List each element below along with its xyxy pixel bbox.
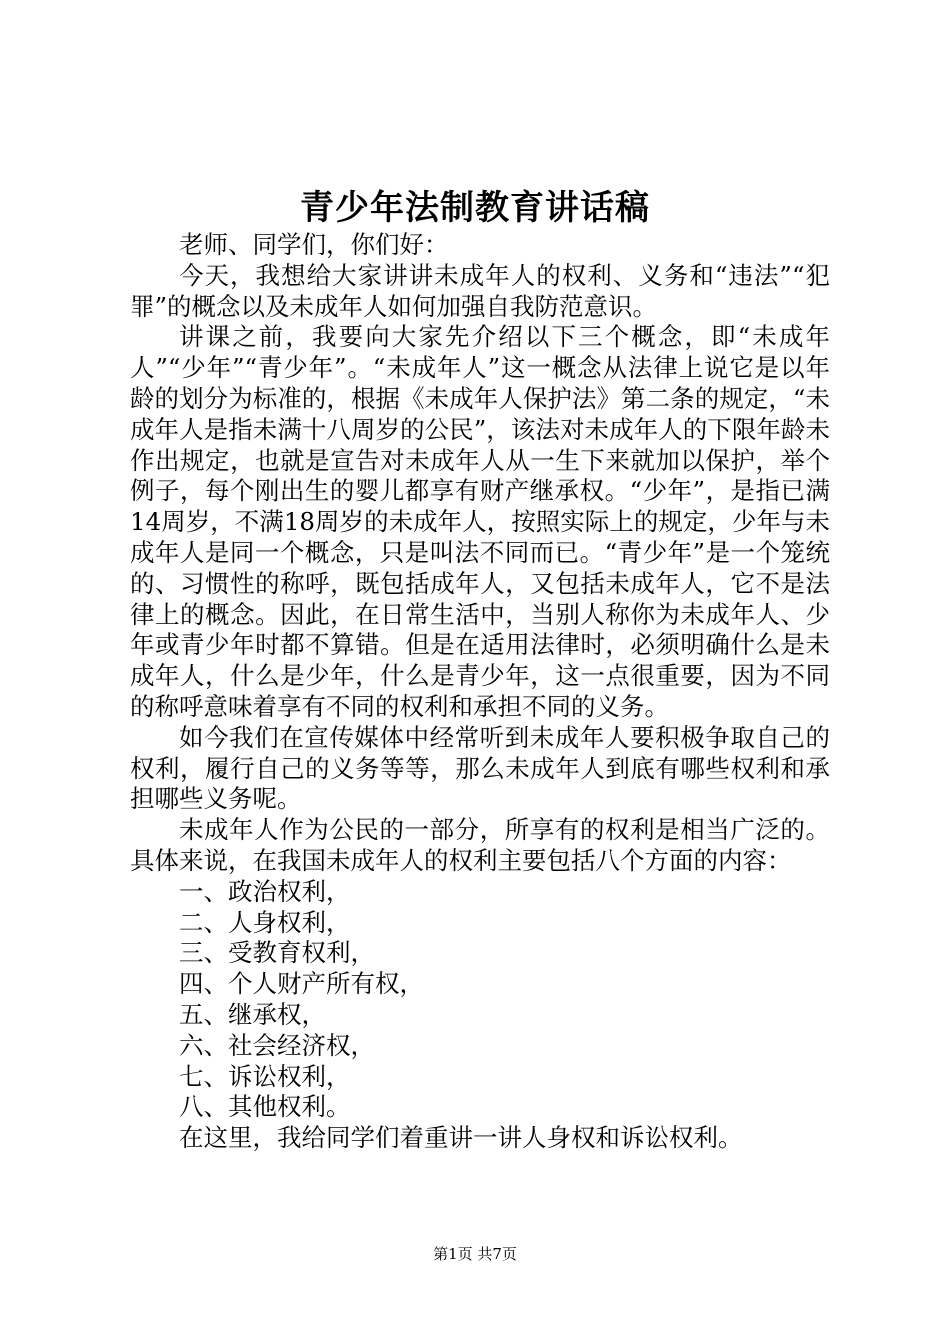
rights-list-item: 一、政治权利， [179, 876, 351, 906]
closing-paragraph: 在这里，我给同学们着重讲一讲人身权和诉讼权利。 [179, 1123, 743, 1153]
rights-list-item: 二、人身权利， [179, 907, 351, 937]
intro-paragraph: 今天，我想给大家讲讲未成年人的权利、义务和“违法”“犯罪”的概念以及未成年人如何加强自我防范意识。 [130, 260, 830, 321]
rights-list-item: 三、受教育权利， [179, 938, 375, 968]
rights-list-item: 七、诉讼权利， [179, 1061, 351, 1091]
page-title: 青少年法制教育讲话稿 [300, 188, 650, 228]
rights-list-item: 四、个人财产所有权， [179, 969, 424, 999]
page-footer: 第1页 共7页 [433, 1245, 517, 1263]
media-paragraph: 如今我们在宣传媒体中经常听到未成年人要积极争取自己的权利，履行自己的义务等等，那么未成年人到底有哪些权利和承担哪些义务呢。 [130, 722, 830, 814]
greeting-paragraph: 老师、同学们，你们好： [179, 230, 449, 259]
rights-list-item: 八、其他权利。 [179, 1092, 351, 1122]
concepts-paragraph: 讲课之前，我要向大家先介绍以下三个概念，即“未成年人”“少年”“青少年”。“未成年人”这一概念从法律上说它是以年龄的划分为标准的，根据《未成年人保护法》第二条的规定，“未成年人是指未满十八周岁的公民”，该法对未成年人的下限年龄未作出规定，也就是宣告对未成年人从一生下来就加以保护，举个例子，每个刚出生的婴儿都享有财产继承权。“少年”，是指已满14周岁，不满18周岁的未成年人，按照实际上的规定，少年与未成年人是同一个概念，只是叫法不同而已。“青少年”是一个笼统的、习惯性的称呼，既包括成年人，又包括未成年人，它不是法律上的概念。因此，在日常生活中，当别人称你为未成年人、少年或青少年时都不算错。但是在适用法律时，必须明确什么是未成年人，什么是少年，什么是青少年，这一点很重要，因为不同的称呼意味着享有不同的权利和承担不同的义务。 [130, 322, 830, 721]
rights-intro-paragraph: 未成年人作为公民的一部分，所享有的权利是相当广泛的。具体来说，在我国未成年人的权利主要包括八个方面的内容： [130, 815, 830, 875]
rights-list-item: 五、继承权， [179, 999, 326, 1029]
document-body [130, 230, 830, 1154]
rights-list-item: 六、社会经济权， [179, 1030, 375, 1060]
